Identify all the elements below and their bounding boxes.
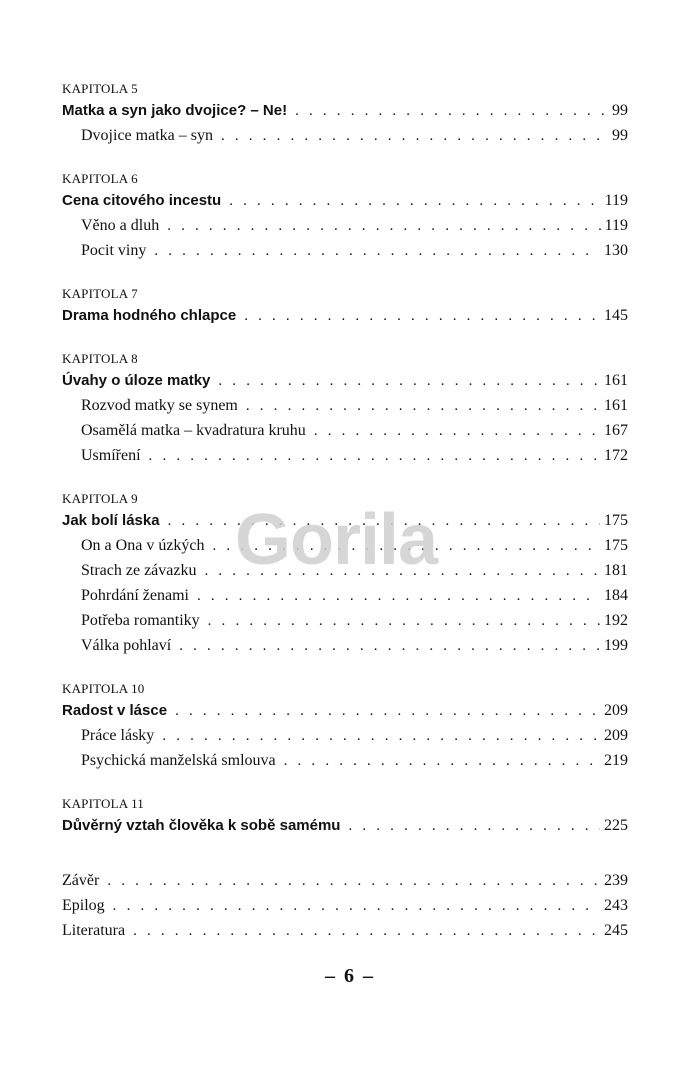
- page-ref: 209: [604, 702, 628, 719]
- toc-entry: [62, 368, 628, 393]
- section-title: On a Ona v úzkých: [81, 537, 205, 554]
- section-title: Usmíření: [81, 447, 141, 464]
- chapter-label: KAPITOLA 11: [62, 796, 145, 811]
- toc-subentry: [62, 608, 628, 633]
- toc-subentry: [62, 123, 628, 148]
- dot-leader: [204, 559, 600, 584]
- page-ref: 172: [604, 447, 628, 464]
- toc-entry: [62, 98, 628, 123]
- page-ref: 161: [604, 397, 628, 414]
- dot-leader: [197, 584, 600, 609]
- page-ref: 225: [604, 817, 628, 834]
- chapter-title: Důvěrný vztah člověka k sobě samému: [62, 817, 341, 834]
- section-title: Potřeba romantiky: [81, 612, 200, 629]
- dot-leader: [168, 509, 600, 534]
- page-ref: 119: [604, 192, 628, 209]
- section-title: Pohrdání ženami: [81, 587, 189, 604]
- dot-leader: [107, 869, 600, 894]
- back-matter: [62, 868, 628, 943]
- toc-entry: [62, 188, 628, 213]
- toc-entry: [62, 303, 628, 328]
- page-ref: 119: [604, 217, 628, 234]
- dot-leader: [246, 394, 600, 419]
- chapter-label: KAPITOLA 9: [62, 491, 138, 506]
- page-number: – 6 –: [325, 965, 375, 987]
- dot-leader: [133, 919, 600, 944]
- chapter-6: [62, 170, 628, 263]
- dot-leader: [179, 634, 600, 659]
- chapter-title: Jak bolí láska: [62, 512, 160, 529]
- page-ref: 175: [604, 512, 628, 529]
- dot-leader: [113, 894, 600, 919]
- chapter-9: [62, 490, 628, 658]
- toc-subentry: [62, 393, 628, 418]
- dot-leader: [348, 814, 600, 839]
- chapter-7: [62, 285, 628, 328]
- dot-leader: [229, 189, 600, 214]
- page-ref: 161: [604, 372, 628, 389]
- back-matter-title: Epilog: [62, 897, 105, 914]
- toc-subentry: [62, 748, 628, 773]
- toc-subentry: [62, 443, 628, 468]
- page-ref: 243: [604, 897, 628, 914]
- page-ref: 175: [604, 537, 628, 554]
- back-matter-title: Závěr: [62, 872, 100, 889]
- chapter-title: Matka a syn jako dvojice? – Ne!: [62, 102, 288, 119]
- dot-leader: [149, 444, 600, 469]
- dot-leader: [162, 724, 600, 749]
- chapter-title: Drama hodného chlapce: [62, 307, 237, 324]
- section-title: Osamělá matka – kvadratura kruhu: [81, 422, 306, 439]
- section-title: Věno a dluh: [81, 217, 160, 234]
- page-ref: 145: [604, 307, 628, 324]
- page-ref: 245: [604, 922, 628, 939]
- toc-entry: [62, 698, 628, 723]
- chapter-label: KAPITOLA 7: [62, 286, 138, 301]
- chapter-5: [62, 80, 628, 148]
- section-title: Válka pohlaví: [81, 637, 172, 654]
- toc-subentry: [62, 533, 628, 558]
- page-ref: 219: [604, 752, 628, 769]
- page-ref: 184: [604, 587, 628, 604]
- dot-leader: [167, 214, 600, 239]
- toc-subentry: [62, 238, 628, 263]
- chapter-title: Radost v lásce: [62, 702, 168, 719]
- page-ref: 199: [604, 637, 628, 654]
- dot-leader: [213, 534, 600, 559]
- section-title: Pocit viny: [81, 242, 147, 259]
- table-of-contents: [62, 80, 628, 943]
- chapter-label: KAPITOLA 6: [62, 171, 138, 186]
- page-ref: 167: [604, 422, 628, 439]
- toc-subentry: [62, 558, 628, 583]
- dot-leader: [244, 304, 600, 329]
- chapter-label: KAPITOLA 10: [62, 681, 145, 696]
- section-title: Psychická manželská smlouva: [81, 752, 276, 769]
- chapter-title: Úvahy o úloze matky: [62, 372, 211, 389]
- toc-entry: [62, 813, 628, 838]
- dot-leader: [218, 369, 600, 394]
- dot-leader: [221, 124, 608, 149]
- chapter-8: [62, 350, 628, 468]
- back-matter-title: Literatura: [62, 922, 126, 939]
- section-title: Práce lásky: [81, 727, 155, 744]
- toc-entry: [62, 868, 628, 893]
- toc-subentry: [62, 583, 628, 608]
- chapter-10: [62, 680, 628, 773]
- watermark: Gorila: [235, 500, 438, 580]
- section-title: Dvojice matka – syn: [81, 127, 213, 144]
- page-ref: 99: [612, 102, 628, 119]
- page-ref: 181: [604, 562, 628, 579]
- dot-leader: [314, 419, 600, 444]
- dot-leader: [284, 749, 600, 774]
- page-ref: 192: [604, 612, 628, 629]
- chapter-label: KAPITOLA 8: [62, 351, 138, 366]
- chapter-11: [62, 795, 628, 838]
- page-ref: 99: [612, 127, 628, 144]
- page-ref: 130: [604, 242, 628, 259]
- toc-subentry: [62, 213, 628, 238]
- page-ref: 239: [604, 872, 628, 889]
- dot-leader: [295, 99, 608, 124]
- toc-subentry: [62, 723, 628, 748]
- section-title: Rozvod matky se synem: [81, 397, 238, 414]
- page-ref: 209: [604, 727, 628, 744]
- toc-entry: [62, 918, 628, 943]
- chapter-label: KAPITOLA 5: [62, 81, 138, 96]
- dot-leader: [175, 699, 600, 724]
- toc-subentry: [62, 418, 628, 443]
- section-title: Strach ze závazku: [81, 562, 197, 579]
- toc-entry: [62, 893, 628, 918]
- toc-subentry: [62, 633, 628, 658]
- dot-leader: [154, 239, 600, 264]
- toc-entry: [62, 508, 628, 533]
- dot-leader: [208, 609, 600, 634]
- chapter-title: Cena citového incestu: [62, 192, 222, 209]
